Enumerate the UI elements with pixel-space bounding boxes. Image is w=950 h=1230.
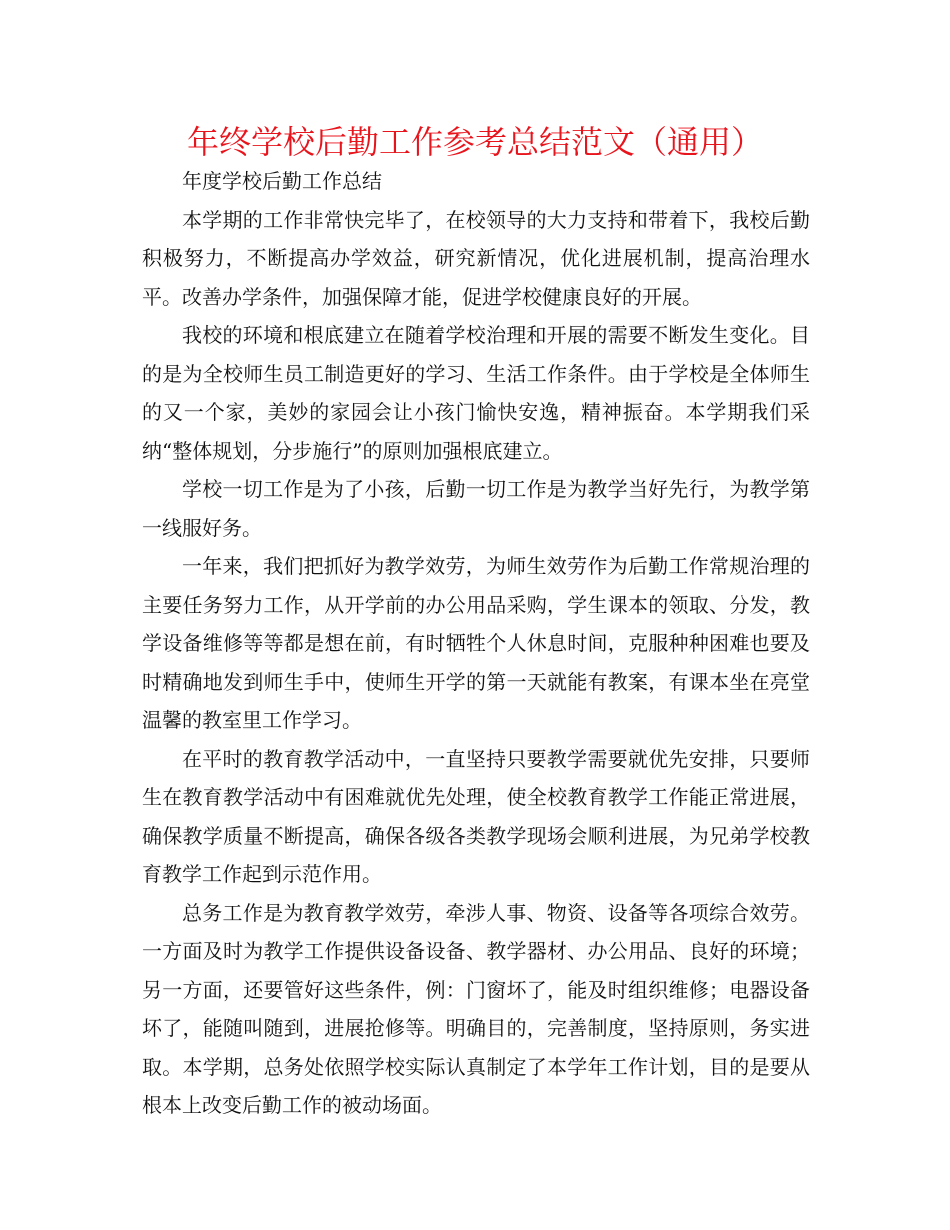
paragraph-subtitle: 年度学校后勤工作总结 — [182, 169, 382, 193]
paragraph: 学校一切工作是为了小孩，后勤一切工作是为教学当好先行，为教学第一线服好务。 — [142, 477, 810, 540]
document-body — [142, 162, 810, 1125]
paragraph: 我校的环境和根底建立在随着学校治理和开展的需要不断发生变化。目的是为全校师生员工制造更好的学习、生活工作条件。由于学校是全体师生的又一个家，美妙的家园会让小孩门愉快安逸，精神振奋。本学期我们采纳“整体规划，分步施行”的原则加强根底建立。 — [142, 323, 810, 463]
paragraph: 总务工作是为教育教学效劳，牵涉人事、物资、设备等各项综合效劳。一方面及时为教学工作提供设备设备、教学器材、办公用品、良好的环境；另一方面，还要管好这些条件，例：门窗坏了，能及时组织维修；电器设备坏了，能随叫随到，进展抢修等。明确目的，完善制度，坚持原则，务实进取。本学期，总务处依照学校实际认真制定了本学年工作计划，目的是要从根本上改变后勤工作的被动场面。 — [142, 900, 810, 1117]
paragraph: 一年来，我们把抓好为教学效劳，为师生效劳作为后勤工作常规治理的主要任务努力工作，从开学前的办公用品采购，学生课本的领取、分发，教学设备维修等等都是想在前，有时牺牲个人休息时间，克服种种困难也要及时精确地发到师生手中，使师生开学的第一天就能有教案，有课本坐在亮堂温馨的教室里工作学习。 — [142, 554, 810, 732]
paragraph: 本学期的工作非常快完毕了，在校领导的大力支持和带着下，我校后勤积极努力，不断提高办学效益，研究新情况，优化进展机制，提高治理水平。改善办学条件，加强保障才能，促进学校健康良好的开展。 — [142, 207, 810, 309]
document-title: 年终学校后勤工作参考总结范文（通用） — [186, 123, 763, 161]
paragraph: 在平时的教育教学活动中，一直坚持只要教学需要就优先安排，只要师生在教育教学活动中有困难就优先处理，使全校教育教学工作能正常进展，确保教学质量不断提高，确保各级各类教学现场会顺利进展，为兄弟学校教育教学工作起到示范作用。 — [142, 746, 810, 886]
